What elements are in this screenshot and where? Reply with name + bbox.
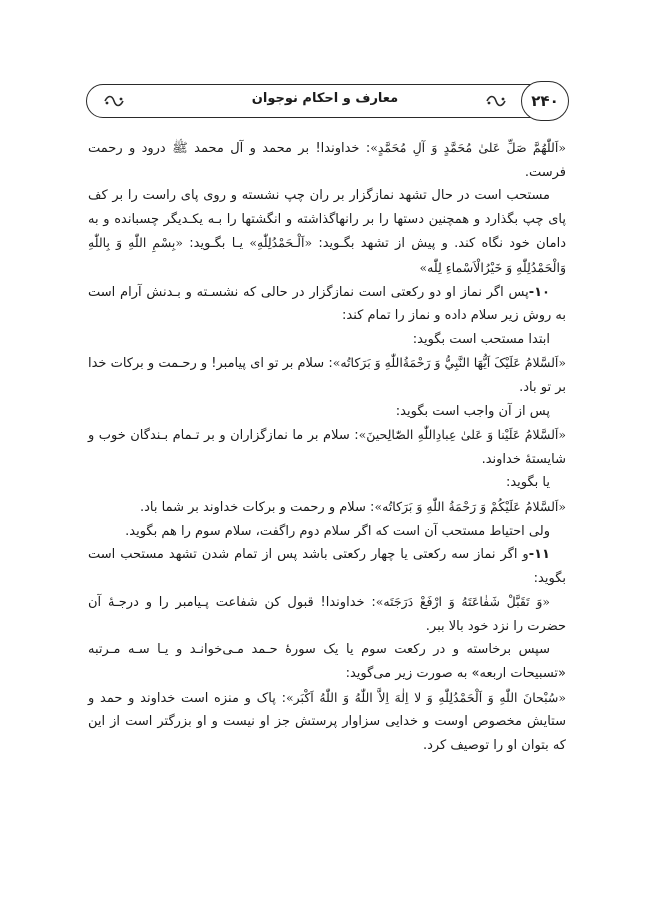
paragraph-text: پس اگر نماز او دو رکعتی است نمازگزار در حالی که نشسـته و بـدنش آرام است به روش زیر سلام داده و نماز را تمام کند:: [88, 284, 566, 324]
paragraph-text: ابتدا مستحب است بگوید:: [412, 331, 550, 347]
paragraph: [88, 686, 566, 758]
arabic-phrase: «اَلسَّلامُ عَلَيْکُمْ وَ رَحْمَةُ اللّٰهِ وَ بَرَکاتُه»: [374, 498, 566, 514]
item-number: ۱۱-: [528, 547, 550, 563]
paragraph: [88, 328, 566, 352]
paragraph-text: سپس برخاسته و در رکعت سوم یا یک سورهٔ حـمد مـی‌خوانـد و یـا سـه مـرتبه «تسبیحات اربعه» به صورت زیر می‌گوید:: [88, 642, 566, 682]
paragraph-text: : پاک و منزه است خداوند و حمد و ستایش مخصوص اوست و خدایی سزاوار پرستش جز او نیست و او بزرگتر است از این که بتوان او را توصیف کرد.: [88, 690, 566, 753]
paragraph: [88, 281, 566, 328]
arabic-phrase: «اَلْـحَمْدُلِلّٰهِ»: [249, 235, 313, 251]
paragraph: [88, 136, 566, 184]
paragraph-text: ولی احتیاط مستحب آن است که اگر سلام دوم راگفت، سلام سوم را هم بگوید.: [125, 523, 550, 539]
paragraph: [88, 543, 566, 590]
paragraph-text: مستحب است در حال تشهد نمازگزار بر ران چپ نشسته و روی پای راست را بر کف پای چپ بگذارد و همچنین دستها را بر رانهاگذاشته و انگشتها را بـه یکـدیگر چسبانده و به دامان خود نگاه کند. و پیش از تشهد بگـوید:: [88, 188, 566, 252]
paragraph-text: : سلام و رحمت و برکات خداوند بر شما باد.: [139, 499, 375, 515]
item-number: ۱۰-: [528, 284, 550, 300]
paragraph: [88, 495, 566, 520]
paragraph-text: یـا بگـوید:: [183, 236, 250, 252]
arabic-phrase: «اَلسَّلامُ عَلَيْکَ اَيُّهَا النَّبِيُّ وَ رَحْمَةُاللّٰهِ وَ بَرَکاتُه»: [332, 355, 566, 371]
paragraph: [88, 520, 566, 544]
paragraph: [88, 471, 566, 495]
paragraph-text: : خداوندا! قبول کن شفاعت پـیامبر را و درجـهٔ آن حضرت را نزد خود بالا ببر.: [88, 595, 566, 634]
paragraph: [88, 423, 566, 471]
paragraph: [88, 400, 566, 424]
page-body: [88, 136, 566, 757]
running-header: [86, 84, 564, 118]
paragraph: [88, 184, 566, 280]
paragraph: [88, 590, 566, 638]
arabic-phrase: «وَ تَقَبَّلْ شَفٰاعَتَهُ وَ ارْفَعْ دَرَجَتَه»: [375, 594, 550, 610]
book-title: معارف و احکام نوجوان: [251, 91, 399, 106]
arabic-phrase: «اَلسَّلامُ عَلَيْنا وَ عَلیٰ عِبادِاللّٰهِ الصّٰالِحينَ»: [358, 427, 566, 443]
arabic-phrase: «بِسْمِ اللّٰهِ وَ بِاللّٰهِ وَالْحَمْدُلِلّٰهِ وَ خَيْرُالْاَسْماءِ لِلّٰه»: [88, 235, 566, 275]
arabic-phrase: «سُبْحانَ اللّٰهِ وَ اَلْحَمْدُلِلّٰهِ وَ لا اِلٰهَ اِلاَّ اللّٰهُ وَ اللّٰهُ اَکْبَر»: [286, 689, 567, 705]
ornament-icon: [103, 94, 125, 108]
paragraph-text: و اگر نماز سه رکعتی یا چهار رکعتی باشد پس از تمام شدن تشهد مستحب است بگوید:: [88, 547, 566, 586]
arabic-phrase: «اَللّٰهُمَّ صَلِّ عَلیٰ مُحَمَّدٍ وَ آلِ مُحَمَّدٍ»: [370, 140, 566, 155]
paragraph-text: یا بگوید:: [505, 475, 550, 491]
paragraph-text: پس از آن واجب است بگوید:: [395, 403, 550, 419]
paragraph: [88, 351, 566, 399]
page-number: ۲۴۰: [521, 81, 569, 121]
paragraph: [88, 638, 566, 685]
paragraph-text: : سلام بر تو ای پیامبر! و رحـمت و برکات خدا بر تو باد.: [88, 356, 566, 395]
paragraph-text: : خداوندا! بر محمد و آل محمد ﷺ درود و رحمت فرست.: [88, 141, 566, 180]
paragraph-text: : سلام بر ما نمازگزاران و بر تـمام بـندگان خوب و شایستهٔ خداوند.: [88, 428, 566, 467]
